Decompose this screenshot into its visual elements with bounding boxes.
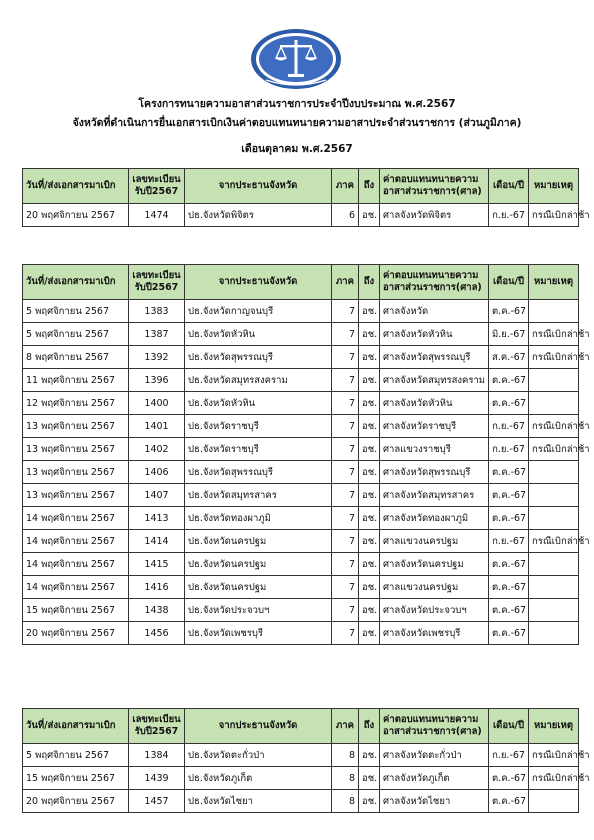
- col-header-fee: ค่าตอบแทนทนายความ อาสาส่วนราชการ(ศาล): [380, 169, 489, 204]
- col-header-date: วันที่/ส่งเอกสารมาเบิก: [23, 709, 129, 744]
- cell-month: ก.ย.-67: [489, 438, 529, 461]
- cell-region: 7: [332, 369, 359, 392]
- cell-region: 7: [332, 300, 359, 323]
- cell-note: [529, 622, 579, 645]
- cell-month: ต.ค.-67: [489, 369, 529, 392]
- table-row: [23, 415, 579, 438]
- cell-region: 8: [332, 744, 359, 767]
- cell-note: [529, 300, 579, 323]
- cell-reg: 1438: [129, 599, 185, 622]
- cell-reg: 1439: [129, 767, 185, 790]
- cell-date: 14 พฤศจิกายน 2567: [23, 530, 129, 553]
- cell-court: ศาลจังหวัดนครปฐม: [380, 553, 489, 576]
- cell-month: ก.ย.-67: [489, 415, 529, 438]
- cell-month: ต.ค.-67: [489, 599, 529, 622]
- cell-month: ต.ค.-67: [489, 507, 529, 530]
- cell-from: ปธ.จังหวัดตะกั่วป่า: [185, 744, 332, 767]
- cell-month: มิ.ย.-67: [489, 323, 529, 346]
- col-header-month: เดือน/ปี: [489, 169, 529, 204]
- cell-reg: 1401: [129, 415, 185, 438]
- cell-to: อช.: [359, 204, 380, 227]
- cell-note: กรณีเบิกล่าช้า: [529, 744, 579, 767]
- cell-to: อช.: [359, 369, 380, 392]
- cell-to: อช.: [359, 484, 380, 507]
- document-month: เดือนตุลาคม พ.ศ.2567: [241, 143, 353, 155]
- cell-court: ศาลจังหวัดไชยา: [380, 790, 489, 813]
- table-header-row: [23, 709, 579, 744]
- cell-court: ศาลจังหวัด: [380, 300, 489, 323]
- cell-to: อช.: [359, 599, 380, 622]
- cell-reg: 1457: [129, 790, 185, 813]
- cell-to: อช.: [359, 530, 380, 553]
- cell-to: อช.: [359, 323, 380, 346]
- cell-to: อช.: [359, 346, 380, 369]
- cell-court: ศาลจังหวัดสมุทรสาคร: [380, 484, 489, 507]
- cell-region: 7: [332, 599, 359, 622]
- cell-reg: 1396: [129, 369, 185, 392]
- cell-from: ปธ.จังหวัดสมุทรสงคราม: [185, 369, 332, 392]
- cell-date: 13 พฤศจิกายน 2567: [23, 438, 129, 461]
- cell-to: อช.: [359, 300, 380, 323]
- cell-reg: 1400: [129, 392, 185, 415]
- table-row: [23, 576, 579, 599]
- cell-month: ก.ย.-67: [489, 530, 529, 553]
- cell-note: [529, 369, 579, 392]
- col-header-region: ภาค: [332, 265, 359, 300]
- table-row: [23, 484, 579, 507]
- cell-to: อช.: [359, 438, 380, 461]
- cell-region: 7: [332, 507, 359, 530]
- cell-month: ก.ย.-67: [489, 744, 529, 767]
- cell-note: [529, 392, 579, 415]
- cell-date: 13 พฤศจิกายน 2567: [23, 461, 129, 484]
- cell-court: ศาลจังหวัดประจวบฯ: [380, 599, 489, 622]
- cell-note: [529, 484, 579, 507]
- cell-date: 14 พฤศจิกายน 2567: [23, 576, 129, 599]
- col-header-reg: เลขทะเบียน รับปี2567: [129, 265, 185, 300]
- cell-region: 7: [332, 576, 359, 599]
- document-subtitle: จังหวัดที่ดำเนินการยื่นเอกสารเบิกเงินค่าตอบแทนทนายความอาสาประจำส่วนราชการ (ส่วนภูมิภาค): [72, 117, 522, 129]
- cell-region: 7: [332, 530, 359, 553]
- cell-date: 15 พฤศจิกายน 2567: [23, 767, 129, 790]
- table-row: [23, 392, 579, 415]
- col-header-reg: เลขทะเบียน รับปี2567: [129, 169, 185, 204]
- table-row: [23, 461, 579, 484]
- cell-note: [529, 599, 579, 622]
- cell-from: ปธ.จังหวัดเพชรบุรี: [185, 622, 332, 645]
- col-header-month: เดือน/ปี: [489, 265, 529, 300]
- table-row: [23, 323, 579, 346]
- cell-region: 7: [332, 323, 359, 346]
- table-header-row: [23, 169, 579, 204]
- cell-region: 7: [332, 415, 359, 438]
- cell-reg: 1414: [129, 530, 185, 553]
- cell-from: ปธ.จังหวัดนครปฐม: [185, 576, 332, 599]
- cell-note: กรณีเบิกล่าช้า: [529, 323, 579, 346]
- cell-court: ศาลจังหวัดหัวหิน: [380, 323, 489, 346]
- cell-month: ต.ค.-67: [489, 576, 529, 599]
- col-header-to: ถึง: [359, 265, 380, 300]
- cell-from: ปธ.จังหวัดพิจิตร: [185, 204, 332, 227]
- cell-note: กรณีเบิกล่าช้า: [529, 415, 579, 438]
- cell-date: 14 พฤศจิกายน 2567: [23, 507, 129, 530]
- cell-from: ปธ.จังหวัดนครปฐม: [185, 530, 332, 553]
- cell-reg: 1402: [129, 438, 185, 461]
- cell-date: 8 พฤศจิกายน 2567: [23, 346, 129, 369]
- cell-region: 8: [332, 767, 359, 790]
- col-header-from: จากประธานจังหวัด: [185, 265, 332, 300]
- col-header-region: ภาค: [332, 169, 359, 204]
- cell-from: ปธ.จังหวัดหัวหิน: [185, 323, 332, 346]
- table-row: [23, 622, 579, 645]
- cell-court: ศาลจังหวัดสุพรรณบุรี: [380, 461, 489, 484]
- cell-reg: 1407: [129, 484, 185, 507]
- cell-court: ศาลจังหวัดทองผาภูมิ: [380, 507, 489, 530]
- cell-note: กรณีเบิกล่าช้า: [529, 438, 579, 461]
- cell-month: ก.ย.-67: [489, 204, 529, 227]
- cell-from: ปธ.จังหวัดสุพรรณบุรี: [185, 461, 332, 484]
- cell-court: ศาลแขวงนครปฐม: [380, 576, 489, 599]
- cell-to: อช.: [359, 744, 380, 767]
- cell-from: ปธ.จังหวัดสมุทรสาคร: [185, 484, 332, 507]
- cell-region: 8: [332, 790, 359, 813]
- cell-date: 14 พฤศจิกายน 2567: [23, 553, 129, 576]
- cell-date: 5 พฤศจิกายน 2567: [23, 300, 129, 323]
- col-header-note: หมายเหตุ: [529, 265, 579, 300]
- cell-court: ศาลแขวงนครปฐม: [380, 530, 489, 553]
- cell-region: 7: [332, 622, 359, 645]
- cell-court: ศาลจังหวัดสมุทรสงคราม: [380, 369, 489, 392]
- col-header-month: เดือน/ปี: [489, 709, 529, 744]
- cell-note: [529, 576, 579, 599]
- cell-court: ศาลจังหวัดพิจิตร: [380, 204, 489, 227]
- cell-reg: 1456: [129, 622, 185, 645]
- cell-to: อช.: [359, 576, 380, 599]
- cell-reg: 1384: [129, 744, 185, 767]
- cell-date: 5 พฤศจิกายน 2567: [23, 744, 129, 767]
- claims-table-region-6: [22, 168, 590, 227]
- cell-from: ปธ.จังหวัดกาญจนบุรี: [185, 300, 332, 323]
- cell-to: อช.: [359, 392, 380, 415]
- col-header-date: วันที่/ส่งเอกสารมาเบิก: [23, 169, 129, 204]
- table-row: [23, 553, 579, 576]
- claims-table-region-8: [22, 708, 590, 813]
- table-row: [23, 204, 579, 227]
- cell-to: อช.: [359, 461, 380, 484]
- table-body: [23, 300, 590, 645]
- cell-to: อช.: [359, 767, 380, 790]
- cell-region: 7: [332, 553, 359, 576]
- cell-court: ศาลจังหวัดตะกั่วป่า: [380, 744, 489, 767]
- cell-to: อช.: [359, 507, 380, 530]
- cell-note: กรณีเบิกล่าช้า: [529, 346, 579, 369]
- cell-note: [529, 507, 579, 530]
- table-row: [23, 507, 579, 530]
- cell-reg: 1415: [129, 553, 185, 576]
- cell-reg: 1406: [129, 461, 185, 484]
- cell-date: 15 พฤศจิกายน 2567: [23, 599, 129, 622]
- table-row: [23, 767, 579, 790]
- table-body: [23, 744, 590, 813]
- cell-reg: 1387: [129, 323, 185, 346]
- cell-to: อช.: [359, 553, 380, 576]
- cell-region: 7: [332, 346, 359, 369]
- table-row: [23, 790, 579, 813]
- cell-month: ต.ค.-67: [489, 484, 529, 507]
- table-row: [23, 438, 579, 461]
- cell-from: ปธ.จังหวัดภูเก็ต: [185, 767, 332, 790]
- document-title: โครงการทนายความอาสาส่วนราชการประจำปีงบประมาณ พ.ศ.2567: [138, 98, 456, 110]
- cell-court: ศาลจังหวัดราชบุรี: [380, 415, 489, 438]
- cell-from: ปธ.จังหวัดสุพรรณบุรี: [185, 346, 332, 369]
- cell-month: ต.ค.-67: [489, 553, 529, 576]
- col-header-from: จากประธานจังหวัด: [185, 709, 332, 744]
- col-header-note: หมายเหตุ: [529, 709, 579, 744]
- cell-note: กรณีเบิกล่าช้า: [529, 530, 579, 553]
- cell-from: ปธ.จังหวัดทองผาภูมิ: [185, 507, 332, 530]
- cell-court: ศาลจังหวัดภูเก็ต: [380, 767, 489, 790]
- cell-note: กรณีเบิกล่าช้า: [529, 767, 579, 790]
- cell-month: ต.ค.-67: [489, 461, 529, 484]
- cell-from: ปธ.จังหวัดราชบุรี: [185, 438, 332, 461]
- table-header-row: [23, 265, 579, 300]
- cell-reg: 1416: [129, 576, 185, 599]
- cell-from: ปธ.จังหวัดนครปฐม: [185, 553, 332, 576]
- cell-date: 5 พฤศจิกายน 2567: [23, 323, 129, 346]
- cell-reg: 1383: [129, 300, 185, 323]
- cell-to: อช.: [359, 622, 380, 645]
- cell-note: [529, 461, 579, 484]
- col-header-reg: เลขทะเบียน รับปี2567: [129, 709, 185, 744]
- cell-note: กรณีเบิกล่าช้า: [529, 204, 579, 227]
- table-row: [23, 369, 579, 392]
- cell-date: 20 พฤศจิกายน 2567: [23, 622, 129, 645]
- cell-month: ต.ค.-67: [489, 767, 529, 790]
- table-row: [23, 530, 579, 553]
- cell-from: ปธ.จังหวัดหัวหิน: [185, 392, 332, 415]
- cell-date: 12 พฤศจิกายน 2567: [23, 392, 129, 415]
- cell-note: [529, 553, 579, 576]
- cell-region: 7: [332, 392, 359, 415]
- cell-month: ต.ค.-67: [489, 392, 529, 415]
- table-row: [23, 599, 579, 622]
- cell-to: อช.: [359, 790, 380, 813]
- cell-month: ต.ค.-67: [489, 300, 529, 323]
- cell-month: ต.ค.-67: [489, 622, 529, 645]
- cell-reg: 1392: [129, 346, 185, 369]
- cell-date: 13 พฤศจิกายน 2567: [23, 484, 129, 507]
- cell-date: 20 พฤศจิกายน 2567: [23, 204, 129, 227]
- cell-reg: 1474: [129, 204, 185, 227]
- organization-seal-icon: [250, 28, 342, 90]
- cell-court: ศาลจังหวัดเพชรบุรี: [380, 622, 489, 645]
- col-header-note: หมายเหตุ: [529, 169, 579, 204]
- cell-note: [529, 790, 579, 813]
- table-row: [23, 300, 579, 323]
- cell-region: 7: [332, 484, 359, 507]
- cell-from: ปธ.จังหวัดราชบุรี: [185, 415, 332, 438]
- cell-month: ต.ค.-67: [489, 790, 529, 813]
- col-header-from: จากประธานจังหวัด: [185, 169, 332, 204]
- table-row: [23, 744, 579, 767]
- cell-date: 20 พฤศจิกายน 2567: [23, 790, 129, 813]
- col-header-to: ถึง: [359, 709, 380, 744]
- cell-reg: 1413: [129, 507, 185, 530]
- cell-from: ปธ.จังหวัดประจวบฯ: [185, 599, 332, 622]
- table-row: [23, 346, 579, 369]
- cell-month: ส.ค.-67: [489, 346, 529, 369]
- cell-date: 13 พฤศจิกายน 2567: [23, 415, 129, 438]
- col-header-region: ภาค: [332, 709, 359, 744]
- cell-court: ศาลแขวงราชบุรี: [380, 438, 489, 461]
- col-header-to: ถึง: [359, 169, 380, 204]
- cell-from: ปธ.จังหวัดไชยา: [185, 790, 332, 813]
- col-header-fee: ค่าตอบแทนทนายความ อาสาส่วนราชการ(ศาล): [380, 265, 489, 300]
- col-header-date: วันที่/ส่งเอกสารมาเบิก: [23, 265, 129, 300]
- cell-region: 6: [332, 204, 359, 227]
- claims-table-region-7: [22, 264, 590, 645]
- cell-court: ศาลจังหวัดหัวหิน: [380, 392, 489, 415]
- col-header-fee: ค่าตอบแทนทนายความ อาสาส่วนราชการ(ศาล): [380, 709, 489, 744]
- cell-court: ศาลจังหวัดสุพรรณบุรี: [380, 346, 489, 369]
- cell-region: 7: [332, 438, 359, 461]
- cell-to: อช.: [359, 415, 380, 438]
- cell-date: 11 พฤศจิกายน 2567: [23, 369, 129, 392]
- cell-region: 7: [332, 461, 359, 484]
